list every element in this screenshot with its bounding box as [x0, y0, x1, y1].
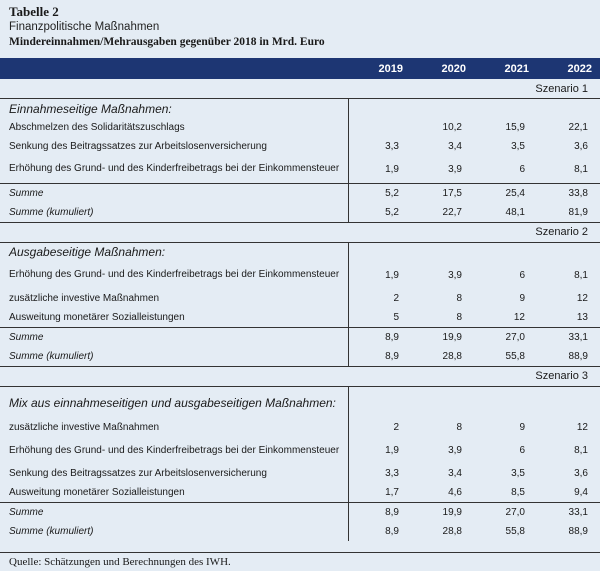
value-cell-2021: 9 [519, 422, 525, 433]
row-label: Summe [0, 327, 348, 347]
value-cell-2022: 8,1 [574, 269, 588, 281]
header-row [0, 59, 600, 79]
measure-row [0, 418, 600, 437]
empty-cell [537, 386, 600, 418]
value-cell-2021: 6 [519, 269, 525, 281]
table-wrapper [0, 58, 600, 541]
row-label: zusätzliche investive Maßnahmen [0, 289, 348, 308]
value-cell-2021: 25,4 [474, 183, 537, 203]
value-cell-2021: 9 [519, 292, 525, 304]
value-cell-2020: 3,4 [448, 141, 462, 152]
table-title: Tabelle 2 [9, 4, 59, 19]
cumulative-sum-row [0, 203, 600, 223]
scenario-label-row [0, 366, 600, 386]
table-body [0, 79, 600, 542]
measure-row [0, 118, 600, 137]
measure-row [0, 156, 600, 183]
value-cell-2022: 13 [576, 311, 588, 323]
value-cell-2019: 1,9 [385, 269, 399, 281]
scenario-label-row [0, 79, 600, 99]
value-cell-2019: 1,7 [385, 487, 399, 498]
value-cell-2021: 48,1 [505, 206, 525, 218]
row-label: Ausweitung monetärer Sozialleistungen [0, 483, 348, 503]
value-cell-2019: 1,9 [385, 445, 399, 456]
scenario-label: Szenario 3 [0, 366, 600, 386]
scenario-label-row [0, 222, 600, 242]
empty-cell [411, 99, 474, 119]
row-label: Summe (kumuliert) [0, 522, 348, 541]
value-cell-2020: 4,6 [448, 487, 462, 498]
measure-row [0, 289, 600, 308]
value-cell-2020: 8 [456, 311, 462, 323]
value-cell-2020: 22,7 [442, 206, 462, 218]
value-cell-2019: 3,3 [385, 141, 399, 152]
value-cell-2019: 8,9 [385, 526, 399, 537]
sum-row [0, 327, 600, 347]
value-cell-2019: 1,9 [385, 163, 399, 175]
section-heading: Ausgabeseitige Maßnahmen: [0, 242, 348, 262]
row-label: zusätzliche investive Maßnahmen [0, 418, 348, 437]
empty-cell [348, 99, 411, 119]
value-cell-2021: 12 [513, 311, 525, 323]
value-cell-2019: 5 [393, 311, 399, 323]
value-cell-2019: 5,2 [348, 183, 411, 203]
value-cell-2021: 3,5 [511, 141, 525, 152]
measure-row [0, 464, 600, 483]
empty-cell [474, 99, 537, 119]
value-cell-2020: 17,5 [411, 183, 474, 203]
value-cell-2019 [348, 118, 411, 137]
value-cell-2022: 8,1 [574, 445, 588, 456]
value-cell-2020: 19,9 [411, 503, 474, 523]
value-cell-2022: 33,1 [537, 503, 600, 523]
column-header-2019: 2019 [348, 59, 411, 79]
row-label: Erhöhung des Grund- und des Kinderfreibetrags bei der Einkommensteuer [0, 262, 348, 289]
row-label: Summe (kumuliert) [0, 347, 348, 367]
value-cell-2019: 8,9 [348, 503, 411, 523]
empty-cell [537, 99, 600, 119]
figure-header [0, 0, 600, 50]
column-header-2021: 2021 [474, 59, 537, 79]
row-label: Ausweitung monetärer Sozialleistungen [0, 308, 348, 328]
measure-row [0, 262, 600, 289]
value-cell-2019: 2 [393, 422, 399, 433]
source-note: Quelle: Schätzungen und Berechnungen des IWH. [0, 552, 600, 571]
value-cell-2019: 8,9 [385, 350, 399, 362]
value-cell-2022: 33,1 [537, 327, 600, 347]
column-header-2020: 2020 [411, 59, 474, 79]
empty-cell [474, 242, 537, 262]
value-cell-2020: 28,8 [442, 526, 462, 537]
row-label: Senkung des Beitragssatzes zur Arbeitslosenversicherung [0, 137, 348, 156]
measures-table [0, 58, 600, 541]
measure-row [0, 437, 600, 464]
cumulative-sum-row [0, 522, 600, 541]
value-cell-2020: 3,9 [448, 445, 462, 456]
value-cell-2019: 5,2 [385, 206, 399, 218]
row-label: Abschmelzen des Solidaritätszuschlags [0, 118, 348, 137]
row-label: Erhöhung des Grund- und des Kinderfreibetrags bei der Einkommensteuer [0, 156, 348, 183]
table-subtitle: Finanzpolitische Maßnahmen [9, 21, 160, 33]
value-cell-2020: 3,9 [448, 269, 462, 281]
value-cell-2022: 12 [576, 292, 588, 304]
value-cell-2022: 12 [576, 422, 588, 433]
section-heading-row [0, 99, 600, 119]
value-cell-2022: 3,6 [574, 141, 588, 152]
measure-row [0, 137, 600, 156]
row-label: Senkung des Beitragssatzes zur Arbeitslosenversicherung [0, 464, 348, 483]
section-heading: Einnahmeseitige Maßnahmen: [0, 99, 348, 119]
cumulative-sum-row [0, 347, 600, 367]
value-cell-2022: 3,6 [574, 468, 588, 479]
value-cell-2021: 8,5 [511, 487, 525, 498]
sum-row [0, 183, 600, 203]
value-cell-2019: 8,9 [348, 327, 411, 347]
section-heading-row [0, 386, 600, 418]
value-cell-2020: 8 [456, 292, 462, 304]
value-cell-2020: 28,8 [442, 350, 462, 362]
scenario-label: Szenario 1 [0, 79, 600, 99]
value-cell-2022: 88,9 [568, 350, 588, 362]
value-cell-2020: 8 [456, 422, 462, 433]
section-heading-row [0, 242, 600, 262]
empty-cell [474, 386, 537, 418]
sum-row [0, 503, 600, 523]
value-cell-2021: 27,0 [474, 327, 537, 347]
value-cell-2021: 3,5 [511, 468, 525, 479]
row-label: Erhöhung des Grund- und des Kinderfreibetrags bei der Einkommensteuer [0, 437, 348, 464]
value-cell-2022: 8,1 [574, 163, 588, 175]
value-cell-2020: 10,2 [442, 122, 462, 133]
value-cell-2021: 27,0 [474, 503, 537, 523]
value-cell-2021: 55,8 [505, 350, 525, 362]
value-cell-2021: 55,8 [505, 526, 525, 537]
header-label-cell [0, 59, 348, 79]
value-cell-2020: 19,9 [411, 327, 474, 347]
value-cell-2022: 88,9 [568, 526, 588, 537]
value-cell-2020: 3,9 [448, 163, 462, 175]
empty-cell [348, 386, 411, 418]
measure-row [0, 483, 600, 503]
scenario-label: Szenario 2 [0, 222, 600, 242]
value-cell-2019: 3,3 [385, 468, 399, 479]
empty-cell [537, 242, 600, 262]
value-cell-2022: 9,4 [574, 487, 588, 498]
value-cell-2021: 15,9 [505, 122, 525, 133]
section-heading: Mix aus einnahmeseitigen und ausgabeseitigen Maßnahmen: [0, 386, 348, 418]
empty-cell [411, 386, 474, 418]
empty-cell [348, 242, 411, 262]
value-cell-2022: 33,8 [537, 183, 600, 203]
value-cell-2020: 3,4 [448, 468, 462, 479]
value-cell-2022: 81,9 [568, 206, 588, 218]
column-header-2022: 2022 [537, 59, 600, 79]
value-cell-2019: 2 [393, 292, 399, 304]
row-label: Summe (kumuliert) [0, 203, 348, 223]
table-unit-note: Mindereinnahmen/Mehrausgaben gegenüber 2018 in Mrd. Euro [9, 36, 325, 48]
value-cell-2021: 6 [519, 163, 525, 175]
row-label: Summe [0, 183, 348, 203]
empty-cell [411, 242, 474, 262]
value-cell-2021: 6 [519, 445, 525, 456]
measure-row [0, 308, 600, 328]
value-cell-2022: 22,1 [568, 122, 588, 133]
row-label: Summe [0, 503, 348, 523]
